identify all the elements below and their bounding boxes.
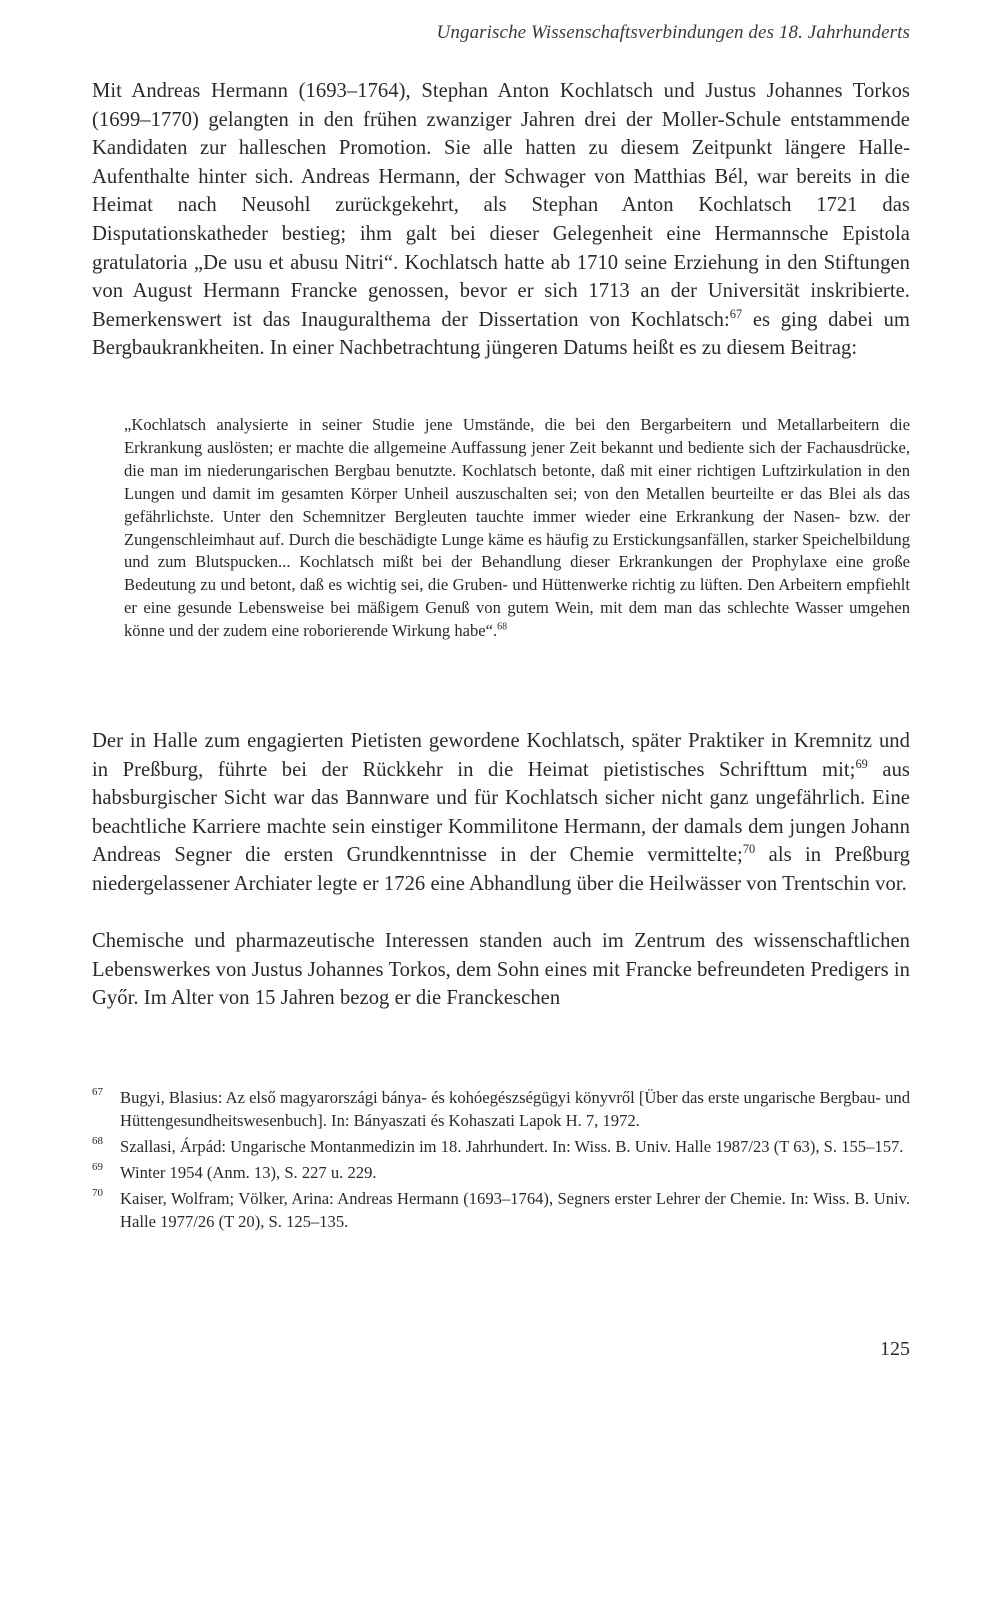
paragraph-1-text-a: Mit Andreas Hermann (1693–1764), Stephan Anton Kochlatsch und Justus Johannes Torkos (1699–1770) gelangten in den frühen zwanziger Jahren drei der Moller-Schule entstammende Kandidaten zur halleschen Promotion. Sie alle hatten zu diesem Zeitpunkt längere Halle-Aufenthalte hinter sich. Andreas Hermann, der Schwager von Matthias Bél, war bereits in die Heimat nach Neusohl zurückgekehrt, als Stephan Anton Kochlatsch 1721 das Disputationskatheder bestieg; ihm galt bei dieser Gelegenheit eine Hermannsche Epistola gratulatoria „De usu et abusu Nitri“. Kochlatsch hatte ab 1710 seine Erziehung in den Stiftungen von August Hermann Francke genossen, bevor er sich 1713 an der Universität inskribierte. Bemerkenswert ist das Inauguralthema der Dissertation von Kochlatsch: <box>92 80 910 331</box>
body-paragraph-3 <box>92 927 910 1013</box>
body-paragraph-1 <box>92 77 910 363</box>
paragraph-2-text-a: Der in Halle zum engagierten Pietisten gewordene Kochlatsch, später Praktiker in Kremnitz und in Preßburg, führte bei der Rückkehr in die Heimat pietistisches Schrifttum mit; <box>92 730 910 781</box>
footnote-ref-67: 67 <box>729 306 743 321</box>
footnote-number: 68 <box>92 1134 103 1147</box>
footnote-67 <box>92 1087 910 1133</box>
footnote-ref-69: 69 <box>855 756 868 771</box>
page-number: 125 <box>880 1338 910 1360</box>
footnote-ref-70: 70 <box>742 842 756 857</box>
running-head: Ungarische Wissenschaftsverbindungen des 18. Jahrhunderts <box>436 22 910 43</box>
footnotes <box>92 1087 910 1236</box>
footnote-ref-68: 68 <box>497 621 508 633</box>
footnote-number: 67 <box>92 1086 103 1098</box>
paragraph-1-text-b: es ging dabei um Bergbaukrankheiten. In einer Nachbetrachtung jüngeren Datums heißt es zu diesem Beitrag: <box>92 308 910 360</box>
footnote-text: Szallasi, Árpád: Ungarische Montanmedizin im 18. Jahrhundert. In: Wiss. B. Univ. Halle 1987/23 (T 63), S. 155–157. <box>120 1136 904 1156</box>
footnote-text: Winter 1954 (Anm. 13), S. 227 u. 229. <box>120 1162 377 1182</box>
quote-text: „Kochlatsch analysierte in seiner Studie jene Umstände, die bei den Bergarbeitern und Metallarbeitern die Erkrankung auslösten; er machte die allgemeine Auffassung jener Zeit bekannt und bediente sich der Fachausdrücke, die man im niederungarischen Bergbau benutzte. Kochlatsch betonte, daß mit einer richtigen Luftzirkulation in den Lungen und damit im gesamten Körper Unheil auszuschalten sei; von den Metallen beurteilte er das Blei als das gefährlichste. Unter den Schemnitzer Bergleuten tauchte immer wieder eine Erkrankung der Nasen- bzw. der Zungenschleimhaut auf. Durch die beschädigte Lunge käme es häufig zu Erstickungsanfällen, starker Speichelbildung und zum Blutspucken... Kochlatsch mißt bei der Behandlung dieser Erkrankungen der Prophylaxe eine große Bedeutung zu und betont, daß es wichtig sei, die Gruben- und Hüttenwerke richtig zu lüften. Den Arbeitern empfiehlt er eine gesunde Lebensweise bei mäßigem Genuß von gutem Wein, mit dem man das schlechte Wasser umgehen könne und der zudem eine roborierende Wirkung habe“. <box>124 415 910 641</box>
paragraph-2-text-b: aus habsburgischer Sicht war das Bannware und für Kochlatsch sicher nicht ganz ungefährlich. Eine beachtliche Karriere machte sein einstiger Kommilitone Hermann, der damals dem jungen Johann Andreas Segner die ersten Grundkenntnisse in der Chemie vermittelte; <box>92 758 910 867</box>
footnote-text: Bugyi, Blasius: Az első magyarországi bánya- és kohóegészségügyi könyvről [Über das erste ungarische Bergbau- und Hüttengesundheitswesenbuch]. In: Bányaszati és Kohaszati Lapok H. 7, 1972. <box>120 1088 911 1130</box>
paragraph-2-text-c: als in Preßburg niedergelassener Archiater legte er 1726 eine Abhandlung über die Heilwässer von Trentschin vor. <box>92 844 911 895</box>
footnote-text: Kaiser, Wolfram; Völker, Arina: Andreas Hermann (1693–1764), Segners erster Lehrer der Chemie. In: Wiss. B. Univ. Halle 1977/26 (T 20), S. 125–135. <box>120 1188 910 1231</box>
body-paragraph-2 <box>92 727 910 899</box>
block-quote <box>124 414 910 643</box>
paragraph-3-text: Chemische und pharmazeutische Interessen standen auch im Zentrum des wissenschaftlichen Lebenswerkes von Justus Johannes Torkos, dem Sohn eines mit Francke befreundeten Predigers in Győr. Im Alter von 15 Jahren bezog er die Franckeschen <box>92 930 910 1010</box>
footnote-69 <box>92 1162 910 1185</box>
footnote-68 <box>92 1136 910 1159</box>
footnote-number: 69 <box>92 1160 103 1173</box>
footnote-70 <box>92 1188 910 1234</box>
footnote-number: 70 <box>92 1186 103 1199</box>
